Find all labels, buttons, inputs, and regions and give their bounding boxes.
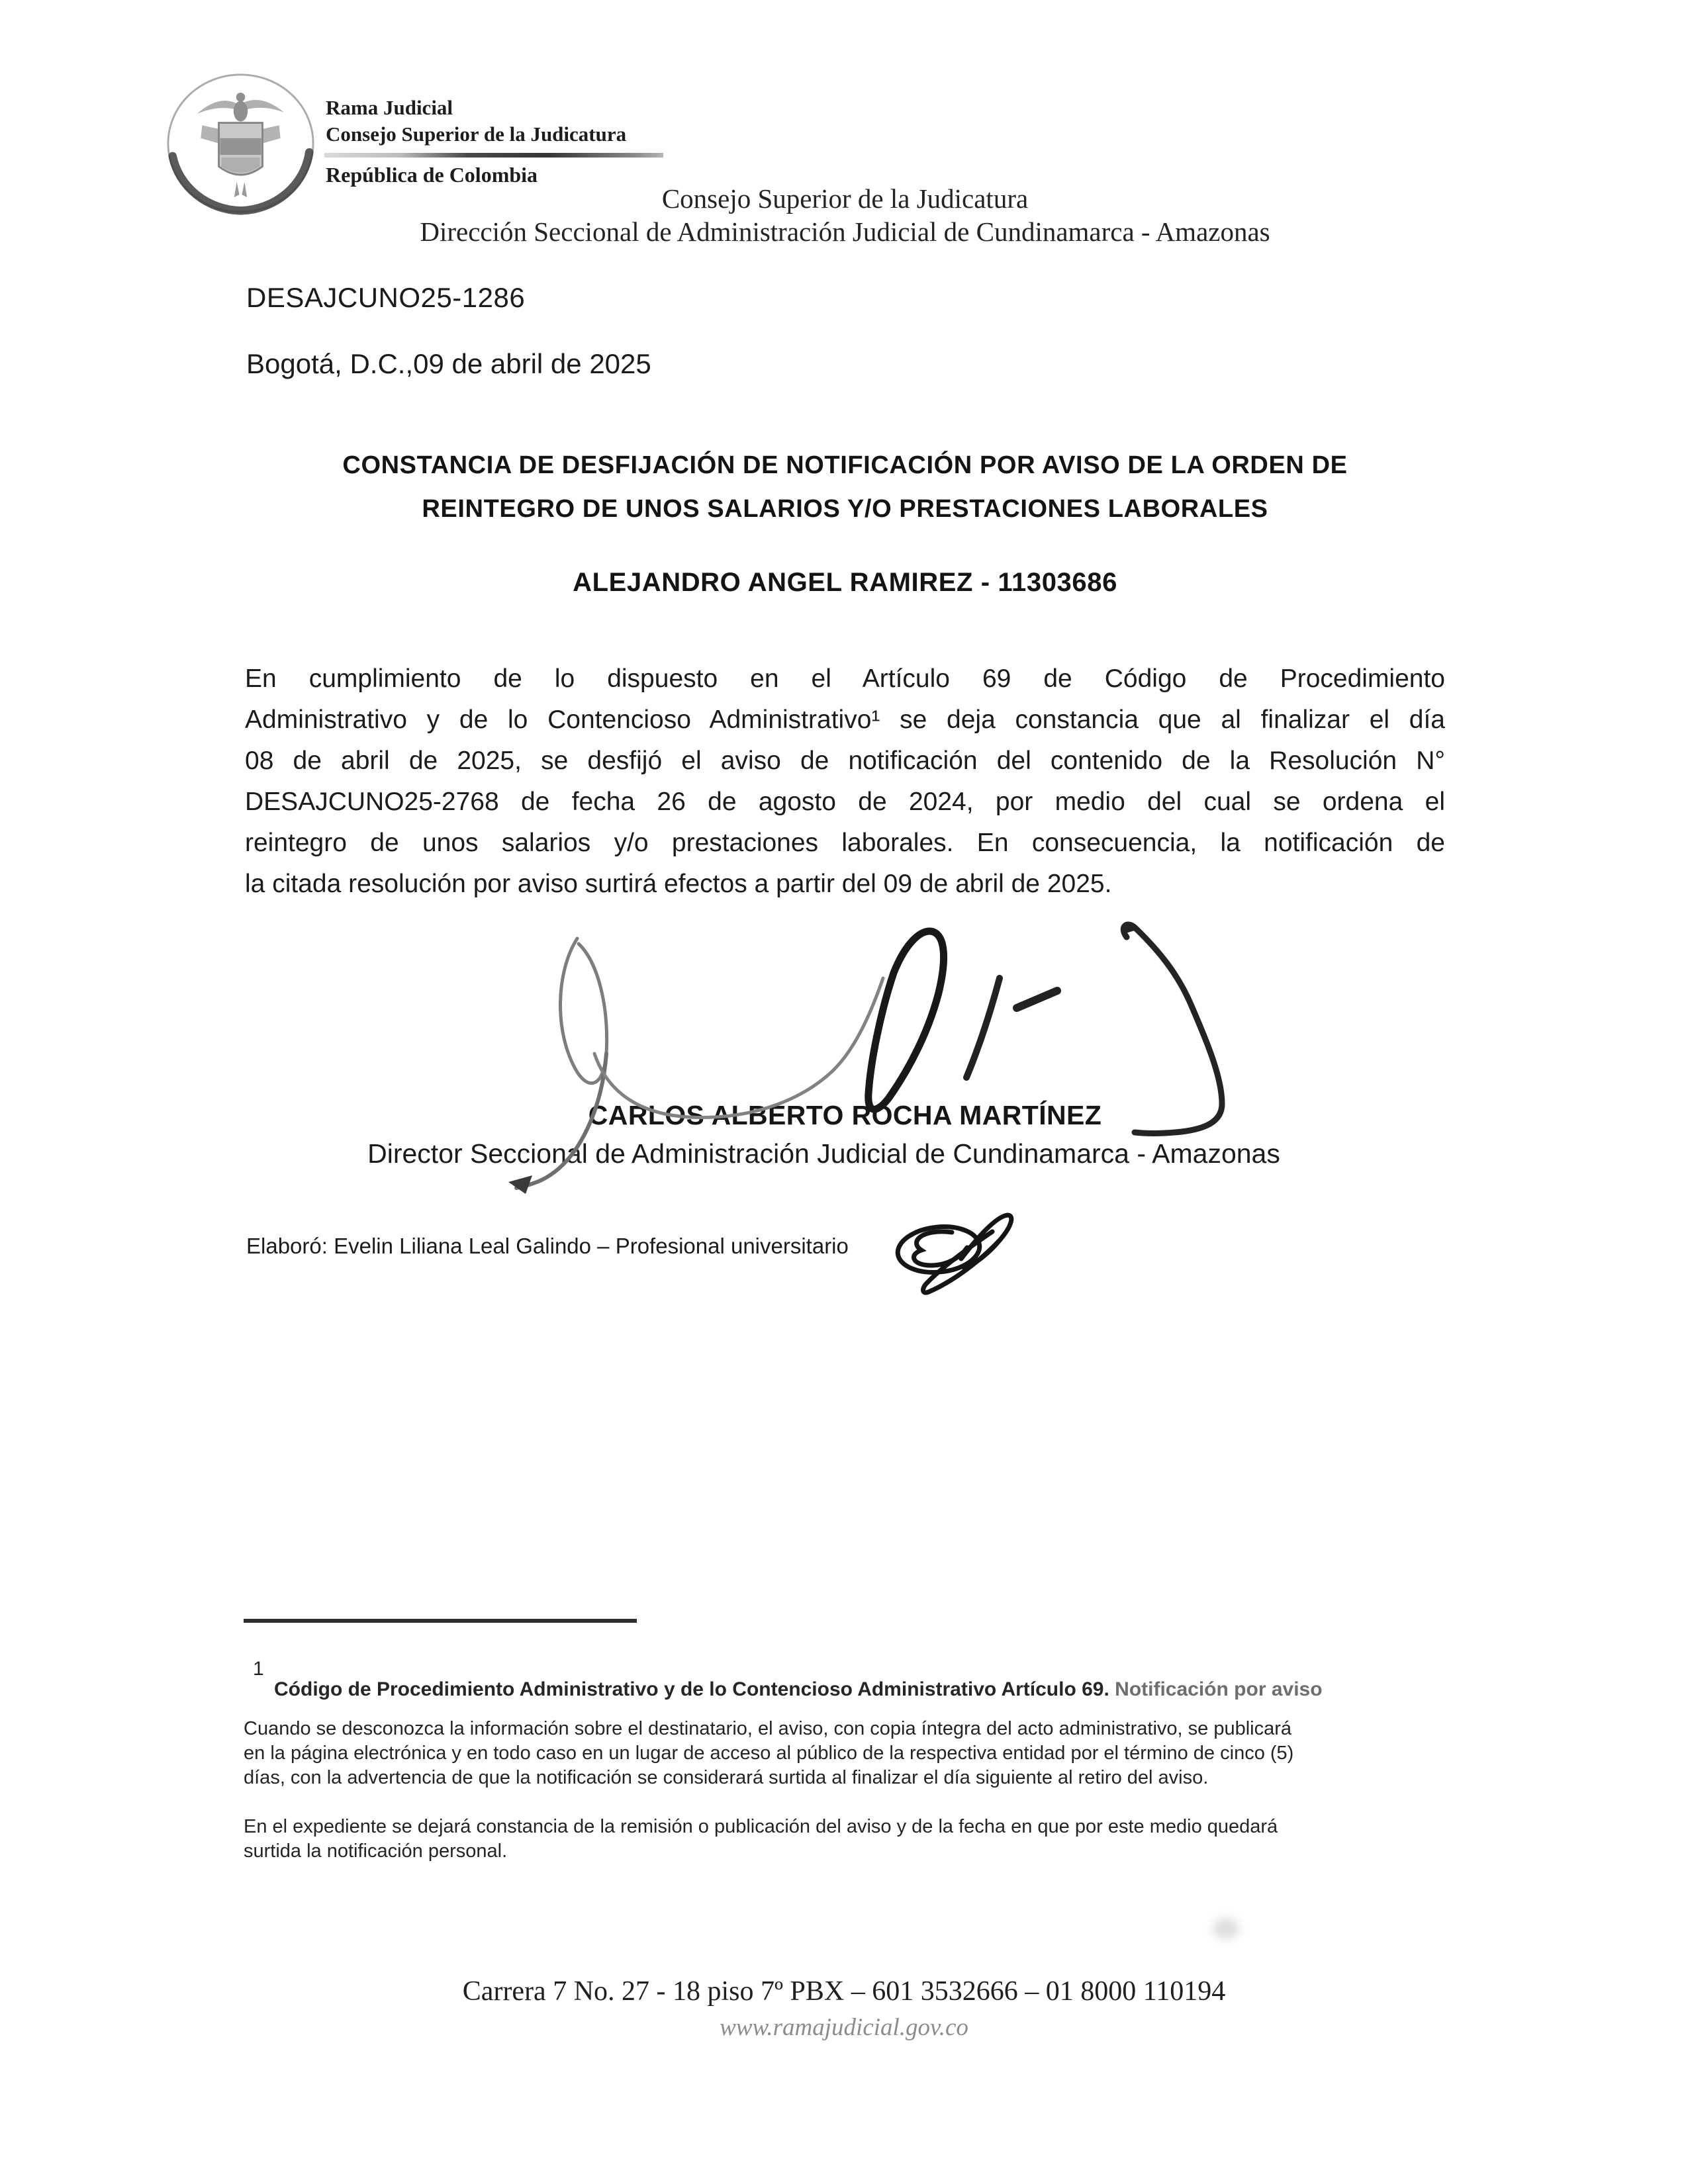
letterhead-entity: Consejo Superior de la Judicatura	[661, 183, 1029, 214]
document-subject-person: ALEJANDRO ANGEL RAMIREZ - 11303686	[573, 568, 1117, 597]
footnote-heading-alt: Notificación por aviso	[1115, 1678, 1323, 1700]
org-name-line2: Consejo Superior de la Judicatura	[326, 122, 627, 146]
header-divider-rule	[324, 153, 663, 158]
footnote-marker: 1	[253, 1658, 264, 1680]
body-line: DESAJCUNO25-2768 de fecha 26 de agosto de 2024, por medio del cual se ordena el	[245, 788, 1445, 816]
footer-address: Carrera 7 No. 27 - 18 piso 7º PBX – 601 3532666 – 01 8000 110194	[462, 1976, 1226, 2007]
letterhead-division: Dirección Seccional de Administración Judicial de Cundinamarca - Amazonas	[420, 216, 1270, 247]
scan-smudge	[1213, 1918, 1239, 1939]
issuing-organization	[326, 95, 789, 148]
footnote-paragraph-1	[244, 1717, 1468, 1790]
footnote-heading	[274, 1678, 1452, 1701]
footnote-heading-main: Código de Procedimiento Administrativo y de lo Contencioso Administrativo Artículo 69.	[274, 1678, 1115, 1700]
body-line: En cumplimiento de lo dispuesto en el Artículo 69 de Código de Procedimiento	[245, 664, 1445, 693]
org-country: República de Colombia	[326, 163, 538, 187]
signatory-role: Director Seccional de Administración Judicial de Cundinamarca - Amazonas	[367, 1138, 1280, 1169]
body-line: 08 de abril de 2025, se desfijó el aviso de notificación del contenido de la Resolución N°	[245, 747, 1445, 775]
footnote-line: Cuando se desconozca la información sobre el destinatario, el aviso, con copia íntegra del acto administrativo, se publicará	[244, 1718, 1292, 1739]
footnote-paragraph-2	[244, 1815, 1468, 1864]
prepared-by-line: Elaboró: Evelin Liliana Leal Galindo – Profesional universitario	[246, 1234, 849, 1258]
org-name-line1: Rama Judicial	[326, 96, 453, 119]
body-line: reintegro de unos salarios y/o prestaciones laborales. En consecuencia, la notificación de	[245, 829, 1445, 857]
footnote-line: días, con la advertencia de que la notificación se considerará surtida al finalizar el día siguiente al retiro del aviso.	[244, 1767, 1209, 1788]
body-line: la citada resolución por aviso surtirá efectos a partir del 09 de abril de 2025.	[245, 870, 1112, 898]
footnote-line: En el expediente se dejará constancia de la remisión o publicación del aviso y de la fecha en que por este medio quedará	[244, 1816, 1278, 1837]
place-and-date: Bogotá, D.C.,09 de abril de 2025	[246, 348, 651, 379]
footnote-separator-rule	[244, 1619, 637, 1623]
document-title-line2: REINTEGRO DE UNOS SALARIOS Y/O PRESTACIONES LABORALES	[422, 495, 1268, 523]
document-title-line1: CONSTANCIA DE DESFIJACIÓN DE NOTIFICACIÓN POR AVISO DE LA ORDEN DE	[342, 451, 1348, 479]
document-reference-number: DESAJCUNO25-1286	[246, 282, 526, 313]
signatory-name: CARLOS ALBERTO ROCHA MARTÍNEZ	[588, 1100, 1102, 1130]
body-line: Administrativo y de lo Contencioso Administrativo¹ se deja constancia que al finalizar el día	[245, 705, 1445, 734]
footnote-line: en la página electrónica y en todo caso en un lugar de acceso al público de la respectiva entidad por el término de cinco (5)	[244, 1743, 1294, 1764]
body-paragraph	[245, 659, 1445, 905]
footer-website: www.ramajudicial.gov.co	[720, 2014, 968, 2041]
footnote-line: surtida la notificación personal.	[244, 1841, 508, 1862]
